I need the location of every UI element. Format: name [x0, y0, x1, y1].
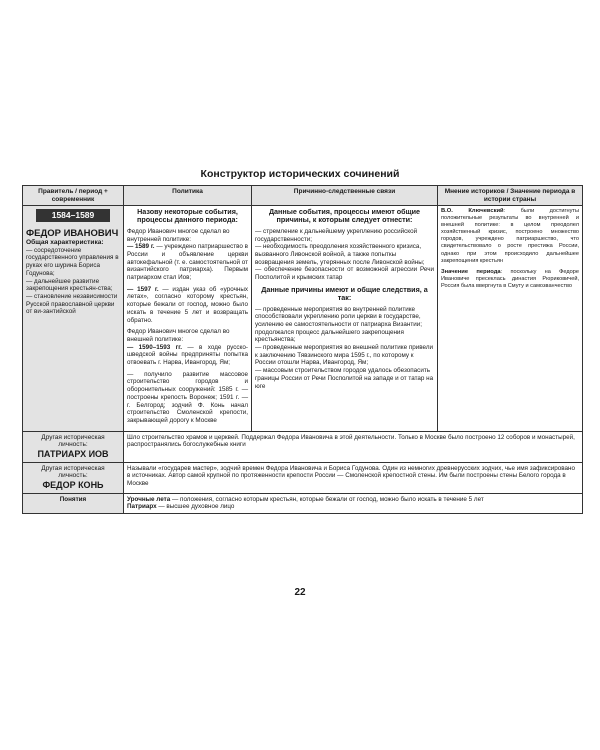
history-table — [22, 185, 583, 514]
other-person-name: ФЕДОР КОНЬ — [42, 479, 104, 490]
politics-cell — [124, 206, 252, 432]
policy-item — [127, 243, 248, 282]
header-row — [23, 186, 583, 206]
other-person-name: ПАТРИАРХ ИОВ — [37, 448, 109, 459]
policy-text: — получило развитие массовое строительство городов и оборонительных сооружений: 1585 г. — построены крепость Воронеж; 1591 г. — г. Белгород; зодчий Ф. Конь начал строительство Смоленской крепости, закрывающей дорогу к Москве — [127, 370, 248, 424]
effects-heading: Данные причины имеют и общие следствия, а так: — [261, 284, 428, 303]
outer-policy-intro: Федор Иванович многое сделал во внешней политике: — [127, 328, 230, 343]
other-person-label: Другая историческая личность: — [41, 433, 105, 449]
cause-item: — необходимость преодоления хозяйственного кризиса, вызванного Ливонской войной, а также попыткы возвращения земель, утерянных после Ливонской войны; — [255, 243, 425, 266]
ruler-cell — [23, 206, 124, 432]
page-number: 22 — [294, 587, 306, 598]
header-politics: Политика — [124, 186, 252, 206]
other-person-cell — [23, 462, 124, 493]
policy-text: — в ходе русско-шведской войны предприняты попытка отвоевать г. Нарва, Ивангород, Ям; — [127, 343, 248, 367]
period-meaning — [441, 269, 579, 290]
inner-policy-intro: Федор Иванович многое сделал во внутренней политике: — [127, 227, 230, 243]
causes-heading: Данные события, процессы имеют общие причины, к которым следует отнести: — [268, 207, 421, 225]
policy-text: — издан указ об «урочных летах», согласно которому крестьян, которые бежали от господ, можно было искать в течение 5 лет и возвращать обратно. — [127, 285, 249, 324]
causes-cell — [252, 206, 438, 432]
other-person-row — [23, 431, 583, 462]
other-person-row — [23, 462, 583, 493]
header-causes: Причинно-следственные связи — [252, 186, 438, 206]
char-item: — сосредоточение государственного управления в руках его шурина Бориса Годунова; — [26, 246, 119, 277]
other-person-cell — [23, 431, 124, 462]
policy-year: — 1597 г. — [127, 285, 159, 293]
politics-heading: Назову некоторые события, процессы данного периода: — [137, 207, 238, 225]
effect-item: — проведенные мероприятия во внутренней политике способствовали укреплению роли церкви в государстве, усилению ее самостоятельности от патриарха Византии; продолжался процесс дальнейшего закрепощения крестьянства; — [255, 305, 423, 344]
page-title: Конструктор исторических сочинений — [200, 168, 400, 180]
concepts-row — [23, 493, 583, 513]
historian-opinion — [441, 208, 579, 265]
effect-item: — проведенные мероприятия во внешней политике привели к заключению Тявзинского мира 1595 г., по которому к России отошли Нарва, Ивангород, Ям; — [255, 344, 434, 367]
meaning-text: : поскольку на Федоре Ивановиче пресеклась династия Рюриковичей, Россия была ввергнута в Смуту и самозванчество — [441, 268, 579, 289]
char-item: — дальнейшее развитие закрепощения крестьян-ства; — [26, 277, 113, 293]
concepts-label: Понятия — [23, 493, 124, 513]
policy-item — [127, 371, 248, 425]
ruler-name: ФЕДОР ИВАНОВИЧ — [26, 228, 119, 239]
meaning-label: Значение периода — [441, 268, 501, 275]
header-ruler: Правитель / период + современник — [23, 186, 124, 206]
policy-item — [127, 344, 248, 367]
char-item: — становление независимости Русской православной церкви от ви-зантийской — [26, 292, 118, 316]
period-badge: 1584–1589 — [36, 209, 110, 222]
historian-text: : были достигнуты положительные результаты во внутренней и внешней политике: в целом преодолел хозяйственный кризис, построено множество городов, учреждено патриаршество, что свидетельствовало о росте престижа России, однако при этом происходило дальнейшее закрепощения крестьян — [441, 208, 579, 264]
cause-item: — стремление к дальнейшему укреплению российской государственности; — [255, 227, 418, 243]
concepts-cell — [124, 493, 583, 513]
concept-definition: — высшее духовное лицо — [156, 503, 235, 511]
historian-name: В.О. Ключевский — [441, 208, 504, 214]
concept-definition: — положения, согласно которым крестьян, которые бежали от господ, можно было искать в течение 5 лет — [170, 495, 484, 503]
header-opinion: Мнение историков / Значение периода в истории страны — [438, 186, 583, 206]
policy-year: — 1589 г. — [127, 243, 155, 251]
opinion-cell — [438, 206, 583, 432]
other-person-label: Другая историческая личность: — [41, 464, 105, 480]
concept-item — [127, 503, 579, 511]
main-row — [23, 206, 583, 432]
policy-year: — 1590–1593 гг. — [127, 343, 182, 351]
other-person-text: Называли «государев мастер», зодчий времен Федора Ивановича и Бориса Годунова. Один из немногих древнерусских зодчих, чье имя зафиксировано в источниках. Автор самой крупной по протяженности крепости России — Смоленской крепостной стены. Им были построены стены Белого города в Москве — [124, 462, 583, 493]
concept-item — [127, 496, 579, 504]
policy-item — [127, 286, 248, 325]
effect-item: — массовым строительством городов удалось обезопасить границы России от Речи Посполитой на западе и от татар на юге — [255, 367, 434, 390]
concept-term: Патриарх — [127, 503, 157, 511]
policy-text: — учреждено патриаршество в России и объявление церкви автокефальной (т. е. самостоятельной от византийского патриарха). Первым патриархом стал Иов; — [127, 243, 248, 282]
cause-item: — обеспечение безопасности от возможной агрессии Речи Посполитой и крымских татар — [255, 266, 434, 282]
other-person-text: Шло строительство храмов и церквей. Поддержал Федора Ивановича в этой деятельности. Только в Москве было построено 12 соборов и монастырей, распространялись богослужебные книги — [124, 431, 583, 462]
concept-term: Урочные лета — [127, 495, 171, 503]
general-characteristic-label: Общая характеристика: — [26, 239, 104, 246]
